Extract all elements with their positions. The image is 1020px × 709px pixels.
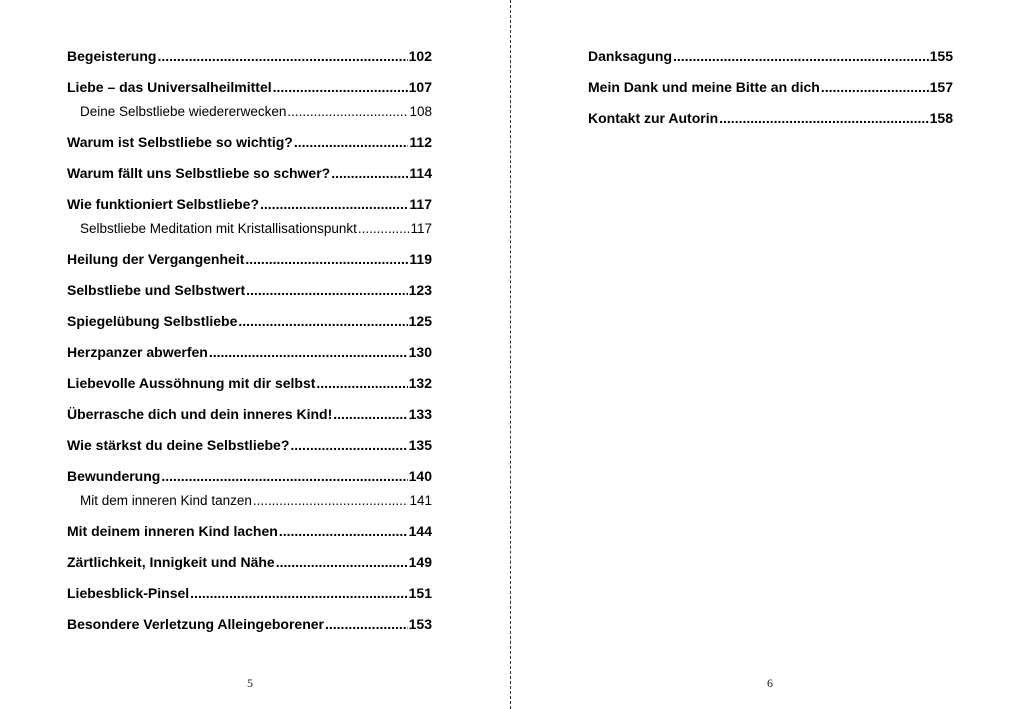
toc-entry-title: Bewunderung	[67, 468, 161, 484]
toc-entry[interactable]	[67, 585, 432, 602]
toc-entry-page: 102	[408, 48, 432, 64]
toc-entry[interactable]	[67, 165, 432, 182]
toc-entry-page: 130	[408, 344, 432, 360]
toc-entry[interactable]	[67, 523, 432, 540]
right-page	[511, 0, 1020, 709]
toc-entry-page: 132	[408, 375, 432, 391]
toc-entry[interactable]	[588, 110, 953, 127]
toc-entry-page: 149	[408, 554, 432, 570]
toc-entry[interactable]	[67, 554, 432, 571]
toc-entry[interactable]	[67, 406, 432, 423]
dot-leader	[316, 375, 407, 392]
toc-entry-page: 112	[409, 134, 432, 150]
dot-leader	[161, 468, 407, 485]
toc-entry[interactable]	[67, 468, 432, 485]
dot-leader	[279, 523, 408, 540]
toc-entry-title: Besondere Verletzung Alleingeborener	[67, 616, 324, 632]
toc-entry[interactable]	[67, 134, 432, 151]
dot-leader	[325, 616, 408, 633]
dot-leader	[157, 48, 407, 65]
toc-entry-page: 108	[409, 104, 432, 119]
toc-entry-title: Überrasche dich und dein inneres Kind!	[67, 406, 333, 422]
toc-entry-title: Herzpanzer abwerfen	[67, 344, 208, 360]
toc-entry-title: Heilung der Vergangenheit	[67, 251, 245, 267]
toc-entry[interactable]	[67, 196, 432, 213]
dot-leader	[260, 196, 408, 213]
toc-entry-title: Liebevolle Aussöhnung mit dir selbst	[67, 375, 316, 391]
toc-entry-page: 117	[409, 196, 432, 212]
toc-entry-title: Selbstliebe und Selbstwert	[67, 282, 246, 298]
toc-entry-title: Wie stärkst du deine Selbstliebe?	[67, 437, 290, 453]
dot-leader	[276, 554, 408, 571]
toc-entry[interactable]	[67, 251, 432, 268]
dot-leader	[190, 585, 407, 602]
toc-entry-title: Deine Selbstliebe wiedererwecken	[80, 104, 287, 119]
toc-entry-title: Liebe – das Universalheilmittel	[67, 79, 272, 95]
dot-leader	[246, 282, 407, 299]
toc-entry-page: 125	[408, 313, 432, 329]
toc-entry-title: Danksagung	[588, 48, 673, 64]
toc-entry-title: Liebesblick-Pinsel	[67, 585, 190, 601]
toc-entry-page: 117	[410, 221, 432, 236]
table-of-contents-left	[67, 48, 432, 633]
page-number: 6	[767, 676, 773, 690]
toc-subentry[interactable]	[67, 492, 432, 509]
toc-entry-page: 135	[408, 437, 432, 453]
toc-entry-title: Mit deinem inneren Kind lachen	[67, 523, 278, 539]
page-number: 5	[247, 676, 253, 690]
dot-leader	[290, 437, 407, 454]
dot-leader	[245, 251, 408, 268]
dot-leader	[673, 48, 929, 65]
toc-entry[interactable]	[67, 282, 432, 299]
toc-entry-page: 151	[408, 585, 432, 601]
toc-entry[interactable]	[67, 344, 432, 361]
toc-entry-title: Mein Dank und meine Bitte an dich	[588, 79, 820, 95]
dot-leader	[333, 406, 407, 423]
toc-entry-page: 119	[409, 251, 432, 267]
table-of-contents-right	[588, 48, 953, 127]
toc-entry-title: Warum ist Selbstliebe so wichtig?	[67, 134, 293, 150]
dot-leader	[253, 492, 409, 509]
toc-entry-title: Selbstliebe Meditation mit Kristallisationspunkt	[80, 221, 357, 236]
toc-entry-page: 140	[408, 468, 432, 484]
toc-entry-page: 107	[408, 79, 432, 95]
toc-entry-title: Spiegelübung Selbstliebe	[67, 313, 238, 329]
toc-entry[interactable]	[588, 79, 953, 96]
toc-entry-page: 133	[408, 406, 432, 422]
toc-entry-title: Warum fällt uns Selbstliebe so schwer?	[67, 165, 331, 181]
dot-leader	[273, 79, 408, 96]
toc-entry-page: 158	[929, 110, 953, 126]
toc-entry-title: Mit dem inneren Kind tanzen	[80, 493, 252, 508]
toc-entry[interactable]	[67, 48, 432, 65]
toc-entry[interactable]	[588, 48, 953, 65]
dot-leader	[287, 103, 408, 120]
toc-entry-title: Begeisterung	[67, 48, 157, 64]
dot-leader	[358, 220, 410, 237]
dot-leader	[238, 313, 407, 330]
dot-leader	[331, 165, 408, 182]
toc-entry-page: 144	[408, 523, 432, 539]
toc-entry-page: 157	[929, 79, 953, 95]
toc-entry[interactable]	[67, 79, 432, 96]
toc-entry[interactable]	[67, 313, 432, 330]
toc-entry-page: 155	[929, 48, 953, 64]
dot-leader	[294, 134, 409, 151]
toc-entry[interactable]	[67, 437, 432, 454]
toc-entry-page: 153	[408, 616, 432, 632]
dot-leader	[821, 79, 929, 96]
toc-entry[interactable]	[67, 375, 432, 392]
toc-entry-title: Zärtlichkeit, Innigkeit und Nähe	[67, 554, 275, 570]
toc-subentry[interactable]	[67, 103, 432, 120]
toc-subentry[interactable]	[67, 220, 432, 237]
dot-leader	[719, 110, 929, 127]
toc-entry-page: 123	[408, 282, 432, 298]
toc-entry-page: 141	[409, 493, 432, 508]
toc-entry[interactable]	[67, 616, 432, 633]
toc-entry-page: 114	[409, 165, 432, 181]
toc-entry-title: Kontakt zur Autorin	[588, 110, 719, 126]
toc-entry-title: Wie funktioniert Selbstliebe?	[67, 196, 260, 212]
dot-leader	[209, 344, 408, 361]
